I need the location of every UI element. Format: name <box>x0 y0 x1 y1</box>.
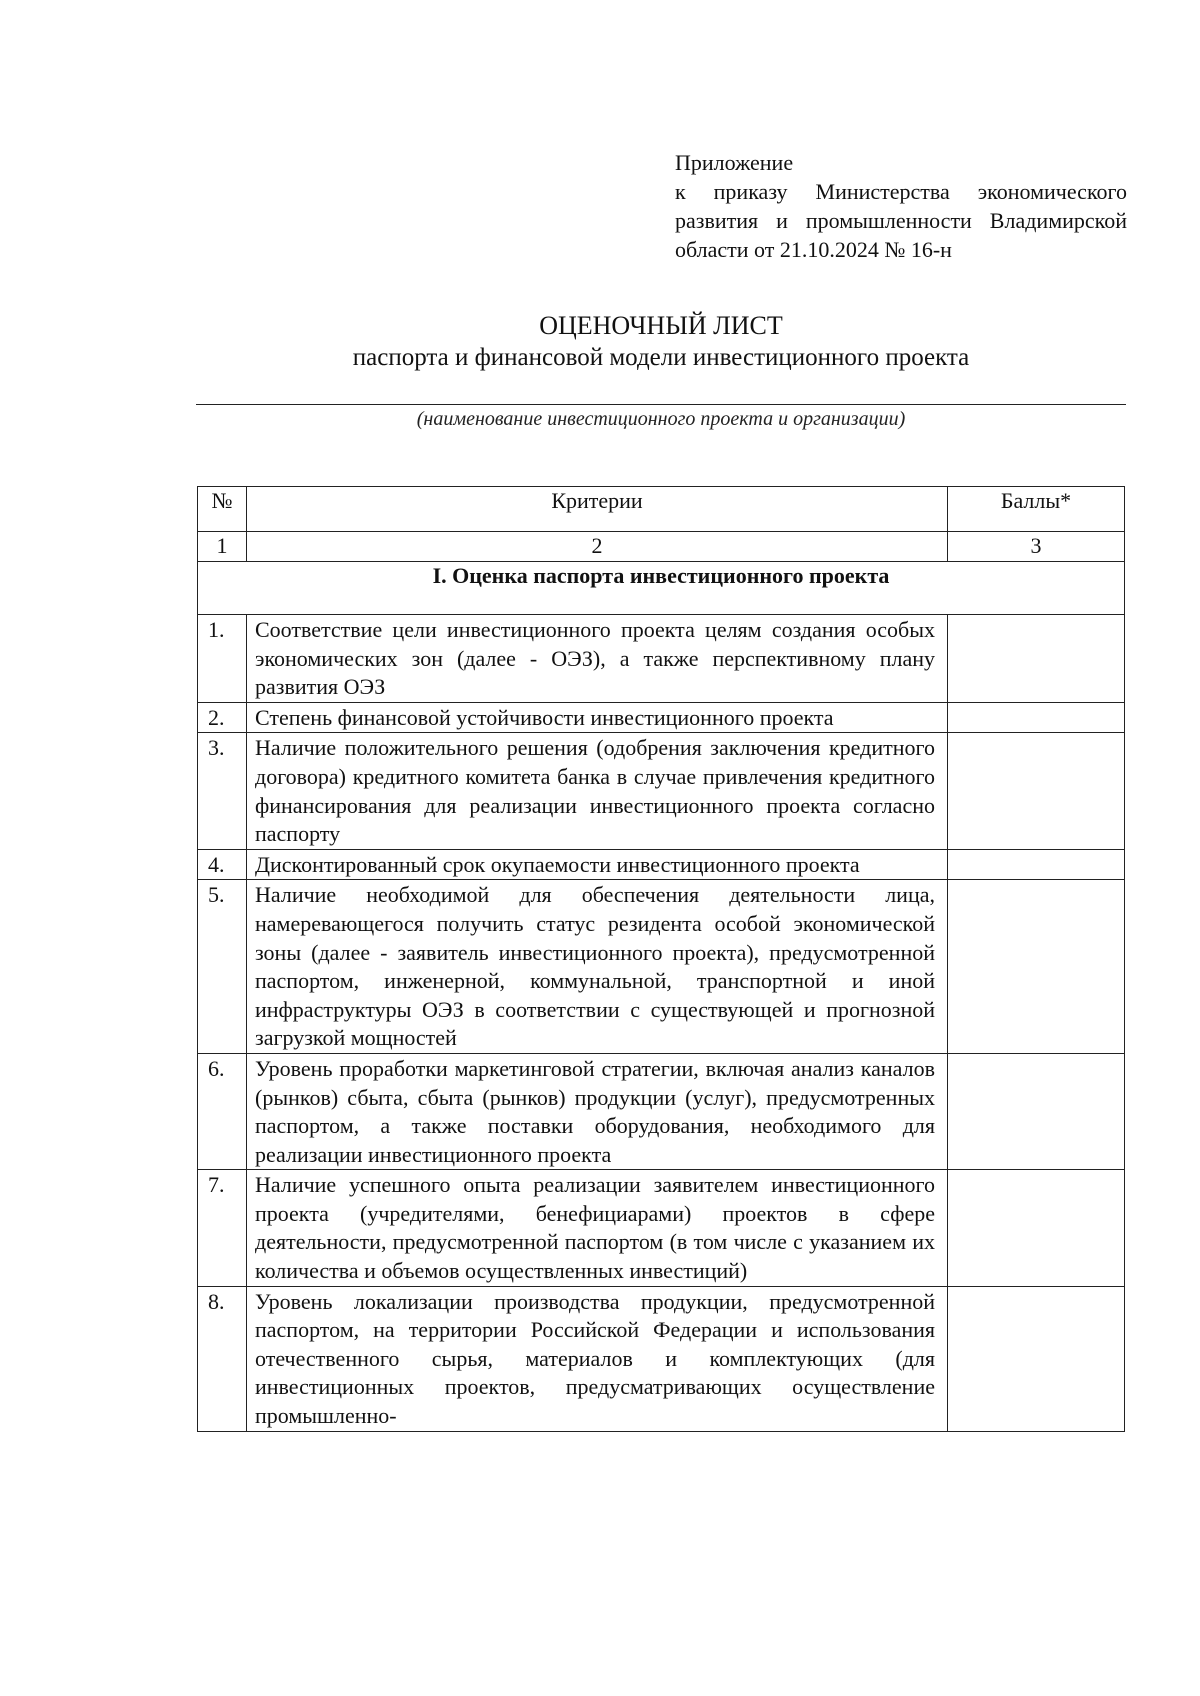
header-criteria: Критерии <box>247 487 948 532</box>
index-criteria: 2 <box>247 532 948 562</box>
row-score <box>948 1286 1125 1431</box>
index-score: 3 <box>948 532 1125 562</box>
row-criterion: Наличие успешного опыта реализации заявителем инвестиционного проекта (учредителями, бенефициарами) проектов в сфере деятельности, предусмотренной паспортом (в том числе с указанием их количества и объемов осуществленных инвестиций) <box>247 1170 948 1286</box>
row-score <box>948 702 1125 733</box>
section-row <box>198 562 1125 615</box>
document-title: ОЦЕНОЧНЫЙ ЛИСТ <box>539 311 783 340</box>
row-num: 4. <box>198 849 247 880</box>
table-index-row <box>198 532 1125 562</box>
row-score <box>948 849 1125 880</box>
table-row <box>198 1053 1125 1169</box>
header-num: № <box>198 487 247 532</box>
row-criterion: Наличие положительного решения (одобрения заключения кредитного договора) кредитного комитета банка в случае привлечения кредитного финансирования для реализации инвестиционного проекта согласно паспорту <box>247 733 948 849</box>
table-row <box>198 1170 1125 1286</box>
project-name-line <box>196 404 1126 405</box>
index-num: 1 <box>198 532 247 562</box>
row-criterion: Уровень локализации производства продукции, предусмотренной паспортом, на территории Российской Федерации и использования отечественного сырья, материалов и комплектующих (для инвестиционных проектов, предусматривающих осуществление промышленно- <box>247 1286 948 1431</box>
row-criterion: Уровень проработки маркетинговой стратегии, включая анализ каналов (рынков) сбыта, сбыта (рынков) продукции (услуг), предусмотренных паспортом, а также поставки оборудования, необходимого для реализации инвестиционного проекта <box>247 1053 948 1169</box>
table-row <box>198 702 1125 733</box>
table-row <box>198 880 1125 1054</box>
row-num: 3. <box>198 733 247 849</box>
evaluation-table <box>197 486 1125 1432</box>
project-name-caption: (наименование инвестиционного проекта и организации) <box>416 408 906 430</box>
header-score: Баллы* <box>948 487 1125 532</box>
row-num: 5. <box>198 880 247 1054</box>
row-score <box>948 1053 1125 1169</box>
appendix-line-2: к приказу Министерства экономического <box>675 179 1127 204</box>
row-score <box>948 733 1125 849</box>
row-criterion: Наличие необходимой для обеспечения деятельности лица, намеревающегося получить статус резидента особой экономической зоны (далее - заявитель инвестиционного проекта), предусмотренной паспортом, инженерной, коммунальной, транспортной и иной инфраструктуры ОЭЗ в соответствии с существующей и прогнозной загрузкой мощностей <box>247 880 948 1054</box>
row-criterion: Степень финансовой устойчивости инвестиционного проекта <box>247 702 948 733</box>
table-row <box>198 849 1125 880</box>
row-num: 7. <box>198 1170 247 1286</box>
document-subtitle: паспорта и финансовой модели инвестиционного проекта <box>352 344 970 371</box>
row-criterion: Соответствие цели инвестиционного проекта целям создания особых экономических зон (далее - ОЭЗ), а также перспективному плану развития ОЭЗ <box>247 615 948 703</box>
appendix-block <box>675 148 1127 264</box>
table-header-row <box>198 487 1125 532</box>
table-row <box>198 615 1125 703</box>
section-title: I. Оценка паспорта инвестиционного проекта <box>198 562 1125 615</box>
table-row <box>198 733 1125 849</box>
row-score <box>948 880 1125 1054</box>
row-criterion: Дисконтированный срок окупаемости инвестиционного проекта <box>247 849 948 880</box>
row-score <box>948 1170 1125 1286</box>
row-num: 6. <box>198 1053 247 1169</box>
row-score <box>948 615 1125 703</box>
appendix-line-1: Приложение <box>675 150 794 175</box>
appendix-line-4: области от 21.10.2024 № 16-н <box>675 237 952 262</box>
table-row <box>198 1286 1125 1431</box>
row-num: 8. <box>198 1286 247 1431</box>
row-num: 2. <box>198 702 247 733</box>
row-num: 1. <box>198 615 247 703</box>
appendix-line-3: развития и промышленности Владимирской <box>675 208 1127 233</box>
